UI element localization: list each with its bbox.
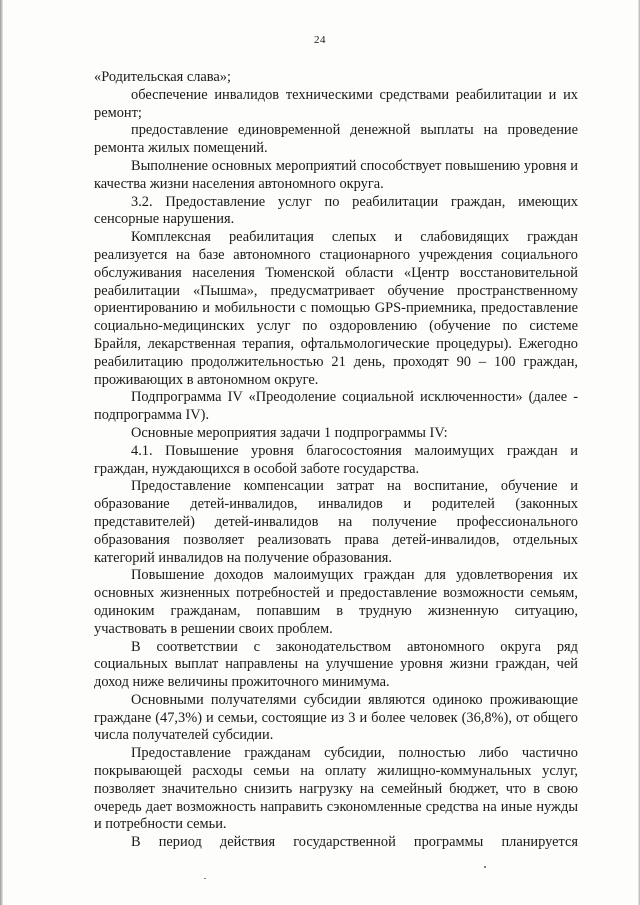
paragraph-9: 4.1. Повышение уровня благосостояния малоимущих граждан и граждан, нуждающихся в особой заботе государства. [94, 442, 578, 477]
scan-speck [484, 866, 486, 868]
paragraph-11: Повышение доходов малоимущих граждан для удовлетворения их основных жизненных потребностей и предоставление возможности семьям, одиноким гражданам, попавшим в трудную жизненную ситуацию, участвовать в решении своих проблем. [94, 567, 578, 637]
scan-speck [204, 878, 206, 879]
paragraph-8: Основные мероприятия задачи 1 подпрограммы IV: [131, 424, 448, 441]
paragraph-4: Выполнение основных мероприятий способствует повышению уровня и качества жизни населения автономного округа. [94, 157, 578, 192]
paragraph-10: Предоставление компенсации затрат на воспитание, обучение и образование детей-инвалидов, инвалидов и родителей (законных представителей) детей-инвалидов на получение профессионального образования позволяет реализовать права детей-инвалидов, отдельных категорий инвалидов на получение образования. [94, 478, 578, 566]
paragraph-13: Основными получателями субсидии являются одиноко проживающие граждане (47,3%) и семьи, состоящие из 3 и более человек (36,8%), от общего числа получателей субсидии. [94, 691, 578, 744]
paragraph-7: Подпрограмма IV «Преодоление социальной исключенности» (далее - подпрограмма IV). [94, 389, 578, 424]
paragraph-2: обеспечение инвалидов техническими средствами реабилитации и их ремонт; [94, 86, 578, 121]
paragraph-1: «Родительская слава»; [94, 69, 231, 85]
paragraph-6: Комплексная реабилитация слепых и слабовидящих граждан реализуется на базе автономного стационарного учреждения социального обслуживания населения Тюменской области «Центр восстановительной реабилитации «Пышма», предусматривает обучение пространственному ориентированию и мобильности с помощью GPS-приемника, предоставление социально-медицинских услуг по оздоровлению (обучение по системе Брайля, лекарственная терапия, офтальмологические процедуры). Ежегодно реабилитацию продолжительностью 21 день, проходят 90 – 100 граждан, проживающих в автономном округе. [94, 229, 578, 388]
paragraph-14: Предоставление гражданам субсидии, полностью либо частично покрывающей расходы семьи на оплату жилищно-коммунальных услуг, позволяет значительно снизить нагрузку на семейный бюджет, что в свою очередь дает возможность направить сэкономленные средства на иные нужды и потребности семьи. [94, 745, 578, 833]
page-number: 24 [314, 34, 326, 46]
paragraph-15: В период действия государственной программы планируется [131, 834, 578, 851]
scan-edge-left [0, 0, 3, 905]
paragraph-12: В соответствии с законодательством автономного округа ряд социальных выплат направлены на улучшение уровня жизни граждан, чей доход ниже величины прожиточного минимума. [94, 638, 578, 691]
paragraph-5: 3.2. Предоставление услуг по реабилитации граждан, имеющих сенсорные нарушения. [94, 193, 578, 228]
body-text [94, 69, 578, 852]
paragraph-3: предоставление единовременной денежной выплаты на проведение ремонта жилых помещений. [94, 122, 578, 157]
